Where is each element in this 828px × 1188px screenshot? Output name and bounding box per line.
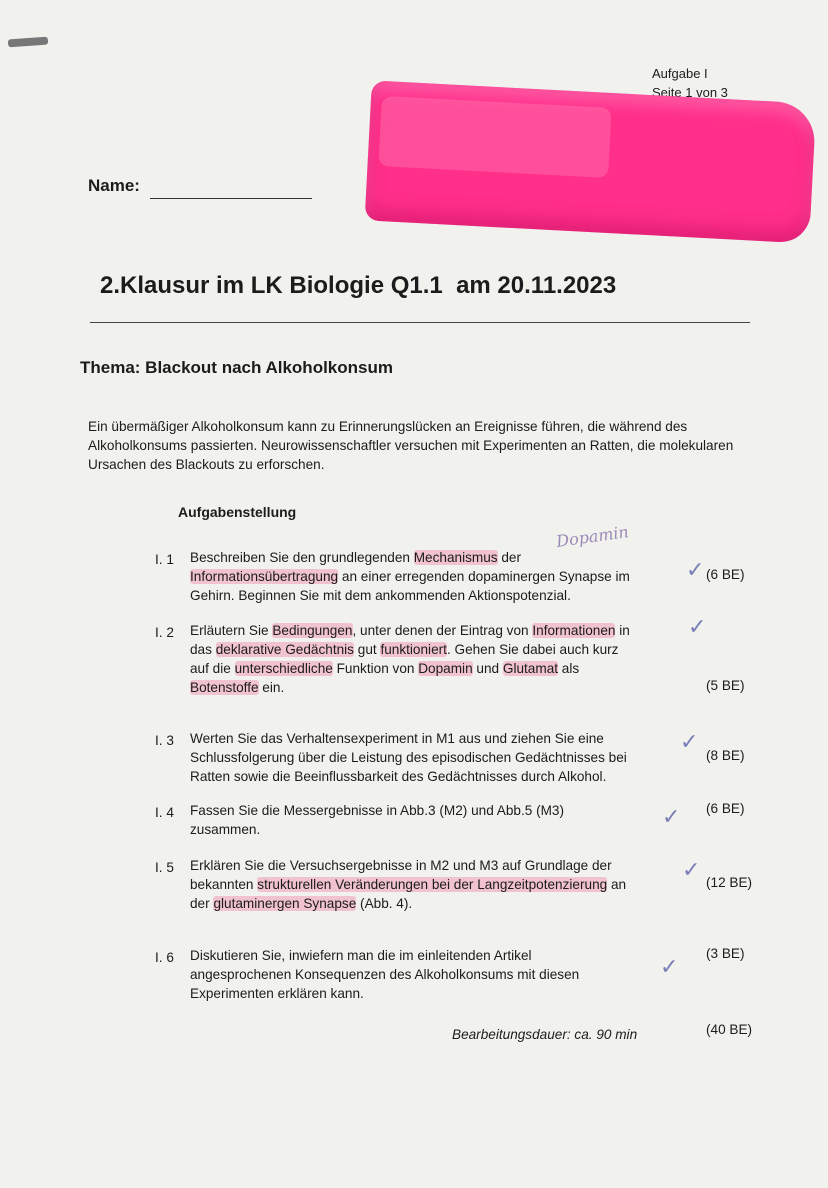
check-mark-icon: ✓ [682, 858, 701, 883]
text-segment: Werten Sie das Verhaltensexperiment in M1 aus und ziehen Sie eine [190, 731, 604, 746]
topic-heading: Thema: Blackout nach Alkoholkonsum [80, 358, 393, 377]
text-segment: (Abb. 4). [356, 896, 413, 911]
highlighted-text: strukturellen Veränderungen bei der Langzeitpotenzierung [257, 877, 608, 892]
task-points: (5 BE) [706, 678, 745, 693]
text-segment: Experimenten erklären kann. [190, 986, 364, 1001]
text-segment: an [607, 877, 627, 892]
text-segment: der [497, 550, 522, 565]
aufgabe-label: Aufgabe I [652, 66, 708, 81]
check-mark-icon: ✓ [660, 955, 679, 980]
task-number: I. 6 [155, 950, 174, 965]
highlighted-text: Glutamat [502, 661, 559, 676]
total-points: (40 BE) [706, 1022, 753, 1037]
task-line [190, 820, 700, 839]
check-mark-icon: ✓ [680, 730, 699, 755]
text-segment: das [190, 642, 216, 657]
highlighted-text: unterschiedliche [234, 661, 333, 676]
text-segment: Funktion von [332, 661, 419, 676]
task-line [190, 767, 700, 786]
divider [90, 322, 750, 323]
task-points: (3 BE) [706, 946, 745, 961]
task-line [190, 729, 700, 748]
text-segment: bekannten [190, 877, 258, 892]
task-line [190, 856, 700, 875]
text-segment: Fassen Sie die Messergebnisse in Abb.3 (M2) und Abb.5 (M3) [190, 803, 565, 818]
task-line [190, 586, 700, 605]
name-label: Name: [88, 176, 140, 195]
text-segment: in [615, 623, 630, 638]
task-line [190, 548, 700, 567]
task-number: I. 2 [155, 625, 174, 640]
text-segment: Diskutieren Sie, inwiefern man die im einleitenden Artikel [190, 948, 532, 963]
task-line [190, 748, 700, 767]
text-segment: Beschreiben Sie den grundlegenden [190, 550, 414, 565]
text-segment: und [472, 661, 503, 676]
task-points: (8 BE) [706, 748, 745, 763]
text-segment: Erläutern Sie [190, 623, 273, 638]
task-line [190, 875, 700, 894]
intro-text: Ein übermäßiger Alkoholkonsum kann zu Erinnerungslücken an Ereignisse führen, die während des Alkoholkonsums passierten. Neurowissenschaftler versuchen mit Experimenten an Ratten, die molekularen Ursachen des Blackouts zu erforschen. [88, 419, 734, 472]
task-number: I. 1 [155, 552, 174, 567]
text-segment: Erklären Sie die Versuchsergebnisse in M2 und M3 auf Grundlage der [190, 858, 612, 873]
page-number: Seite 1 von 3 [652, 85, 728, 100]
highlighted-text: deklarative Gedächtnis [215, 642, 354, 657]
text-segment: Gehirn. Beginnen Sie mit dem ankommenden Aktionspotenzial. [190, 588, 571, 603]
text-segment: auf die [190, 661, 235, 676]
check-mark-icon: ✓ [662, 805, 681, 830]
text-segment: angesprochenen Konsequenzen des Alkoholkonsums mit diesen [190, 967, 580, 982]
task-number: I. 3 [155, 733, 174, 748]
task-text [190, 946, 700, 1003]
highlighted-text: glutaminergen Synapse [213, 896, 357, 911]
text-segment: . Gehen Sie dabei auch kurz [446, 642, 619, 657]
task-line [190, 640, 700, 659]
task-number: I. 5 [155, 860, 174, 875]
highlighted-text: funktioniert [380, 642, 447, 657]
text-segment: zusammen. [190, 822, 261, 837]
text-segment: der [190, 896, 214, 911]
task-line [190, 946, 700, 965]
check-mark-icon: ✓ [686, 558, 705, 583]
text-segment: als [558, 661, 580, 676]
task-text [190, 729, 700, 786]
highlighted-text: Informationsübertragung [190, 569, 339, 584]
highlighted-text: Dopamin [418, 661, 473, 676]
highlighted-text: Informationen [532, 623, 616, 638]
task-line [190, 984, 700, 1003]
task-points: (12 BE) [706, 875, 753, 890]
task-text [190, 621, 700, 697]
text-segment: , unter denen der Eintrag von [352, 623, 533, 638]
highlighted-text: Mechanismus [413, 550, 498, 565]
text-segment: ein. [258, 680, 285, 695]
tasks-heading: Aufgabenstellung [178, 504, 297, 520]
check-mark-icon: ✓ [688, 615, 707, 640]
corner-mark [8, 37, 48, 48]
text-segment: gut [353, 642, 381, 657]
highlighted-text: Bedingungen [272, 623, 353, 638]
task-line [190, 965, 700, 984]
task-text [190, 856, 700, 913]
task-line [190, 659, 700, 678]
task-points: (6 BE) [706, 801, 745, 816]
task-line [190, 567, 700, 586]
task-line [190, 621, 700, 640]
task-line [190, 801, 700, 820]
highlighter-cap [378, 96, 611, 178]
name-field[interactable] [150, 198, 312, 199]
text-segment: Schlussfolgerung über die Leistung des episodischen Gedächtnisses bei [190, 750, 627, 765]
text-segment: Ratten sowie die Beeinflussbarkeit des Gedächtnisses durch Alkohol. [190, 769, 607, 784]
task-number: I. 4 [155, 805, 174, 820]
task-text [190, 801, 700, 839]
task-text [190, 548, 700, 605]
task-line [190, 894, 700, 913]
highlighted-text: Botenstoffe [190, 680, 259, 695]
task-line [190, 678, 700, 697]
page-title: 2.Klausur im LK Biologie Q1.1 am 20.11.2023 [100, 272, 617, 299]
duration-text: Bearbeitungsdauer: ca. 90 min [452, 1027, 638, 1042]
handwritten-note: Dopamin [555, 522, 630, 551]
task-points: (6 BE) [706, 567, 745, 582]
text-segment: an einer erregenden dopaminergen Synapse im [338, 569, 630, 584]
